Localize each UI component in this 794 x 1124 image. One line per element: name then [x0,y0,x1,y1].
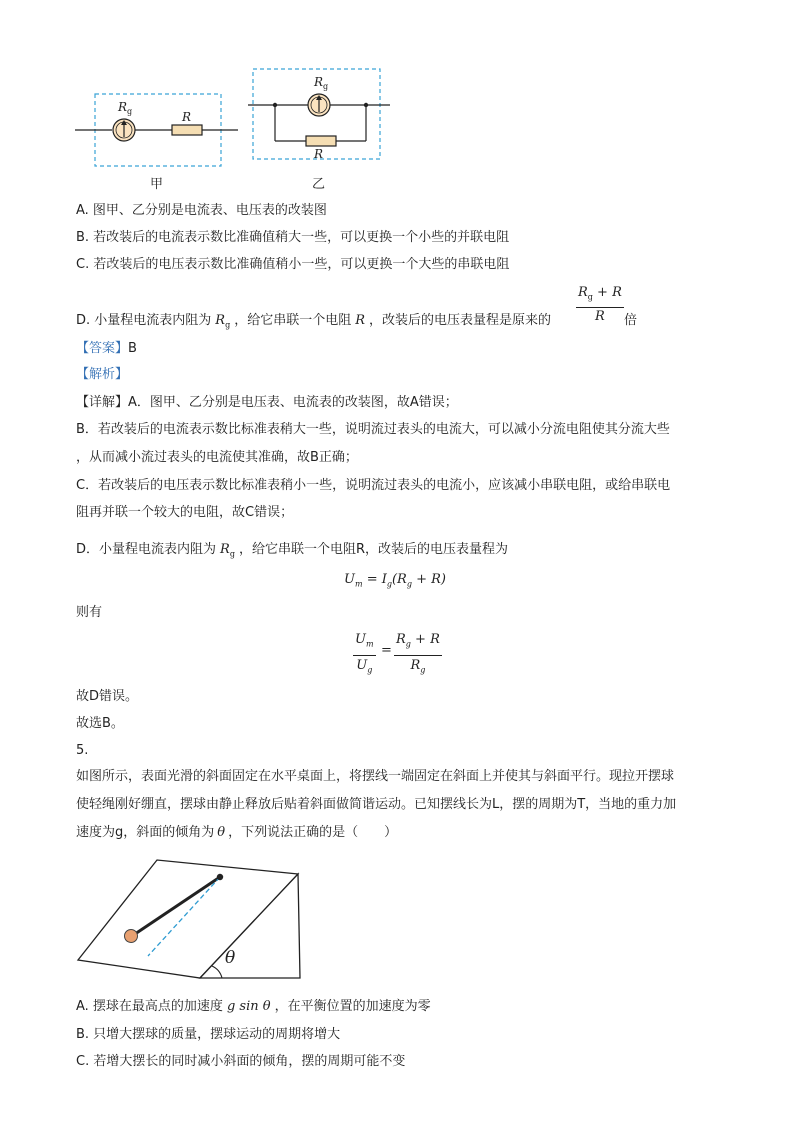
q4-option-d-fraction: $\frac{R_g + R}{R}$ [578,285,622,324]
q5-number: 5. [76,743,89,758]
q4-option-d-tail: 倍 [624,313,638,328]
circuit-diagrams [70,62,400,197]
q4-equation-2-left: $\frac{U_m}{U_g}$ [355,632,374,675]
yi-rg-label: $R_g$ [314,75,329,91]
q4-equation-2-right: $\frac{R_g + R}{R_g}$ [396,632,440,675]
q4-choose: 故选B。 [76,716,124,731]
q5-stem-3: 速度为g，斜面的倾角为 θ ，下列说法正确的是（ ） [76,825,398,840]
q5-option-a: A. 摆球在最高点的加速度 g sin θ ，在平衡位置的加速度为零 [76,999,431,1014]
caption-yi: 乙 [312,177,326,192]
pendulum-ball [125,930,138,943]
q4-detail-c2: 阻再并联一个较大的电阻，故C错误； [76,505,294,520]
yi-resistor [306,136,336,146]
q4-then: 则有 [76,605,103,620]
q4-detail-c1: C．若改装后的电压表示数比标准表稍小一些，说明流过表头的电流小，应该减小串联电阻，或给串联电 [76,478,671,493]
jia-r-label: R [182,110,192,124]
q5-stem-1: 如图所示，表面光滑的斜面固定在水平桌面上，将摆线一端固定在斜面上并使其与斜面平行。现拉开摆球 [76,769,675,784]
caption-jia: 甲 [150,177,164,192]
q4-detail-b1: B．若改装后的电流表示数比标准表稍大一些，说明流过表头的电流大，可以减小分流电阻使其分流大些 [76,422,670,437]
q4-detail-b2: ，从而减小流过表头的电流使其准确，故B正确； [76,450,358,465]
q4-answer: 【答案】B [76,341,137,356]
q4-option-d: D. 小量程电流表内阻为 $R_g$ ，给它串联一个电阻 R ，改装后的电压表量程是原来的 [76,313,552,330]
theta-label: θ [225,948,236,968]
q4-detail-a: 【详解】A．图甲、乙分别是电压表、电流表的改装图，故A错误； [76,395,458,410]
q4-detail-d: D．小量程电流表内阻为 $R_g$ ，给它串联一个电阻R，改装后的电压表量程为 [76,542,508,559]
q4-analysis-label: 【解析】 [76,367,129,382]
q5-option-c: C. 若增大摆长的同时减小斜面的倾角，摆的周期可能不变 [76,1054,406,1069]
q4-option-c: C. 若改装后的电压表示数比准确值稍小一些，可以更换一个大些的串联电阻 [76,257,510,272]
pivot-point [217,874,223,880]
q4-d-wrong: 故D错误。 [76,689,139,704]
q4-option-b: B. 若改装后的电流表示数比准确值稍大一些，可以更换一个小些的并联电阻 [76,230,510,245]
q5-option-b: B. 只增大摆球的质量，摆球运动的周期将增大 [76,1027,341,1042]
jia-resistor [172,125,202,135]
jia-rg-label: $R_g$ [118,100,133,116]
incline-diagram [70,850,310,985]
q4-option-a: A. 图甲、乙分别是电流表、电压表的改装图 [76,203,327,218]
q5-stem-2: 使轻绳刚好绷直，摆球由静止释放后贴着斜面做简谐运动。已知摆线长为L，摆的周期为T，当地的重力加 [76,797,677,812]
yi-r-label: R [314,147,324,161]
q4-equation-2-equals: = [381,643,392,658]
q4-equation-1: $U_m = I_g(R_g + R)$ [344,572,447,589]
